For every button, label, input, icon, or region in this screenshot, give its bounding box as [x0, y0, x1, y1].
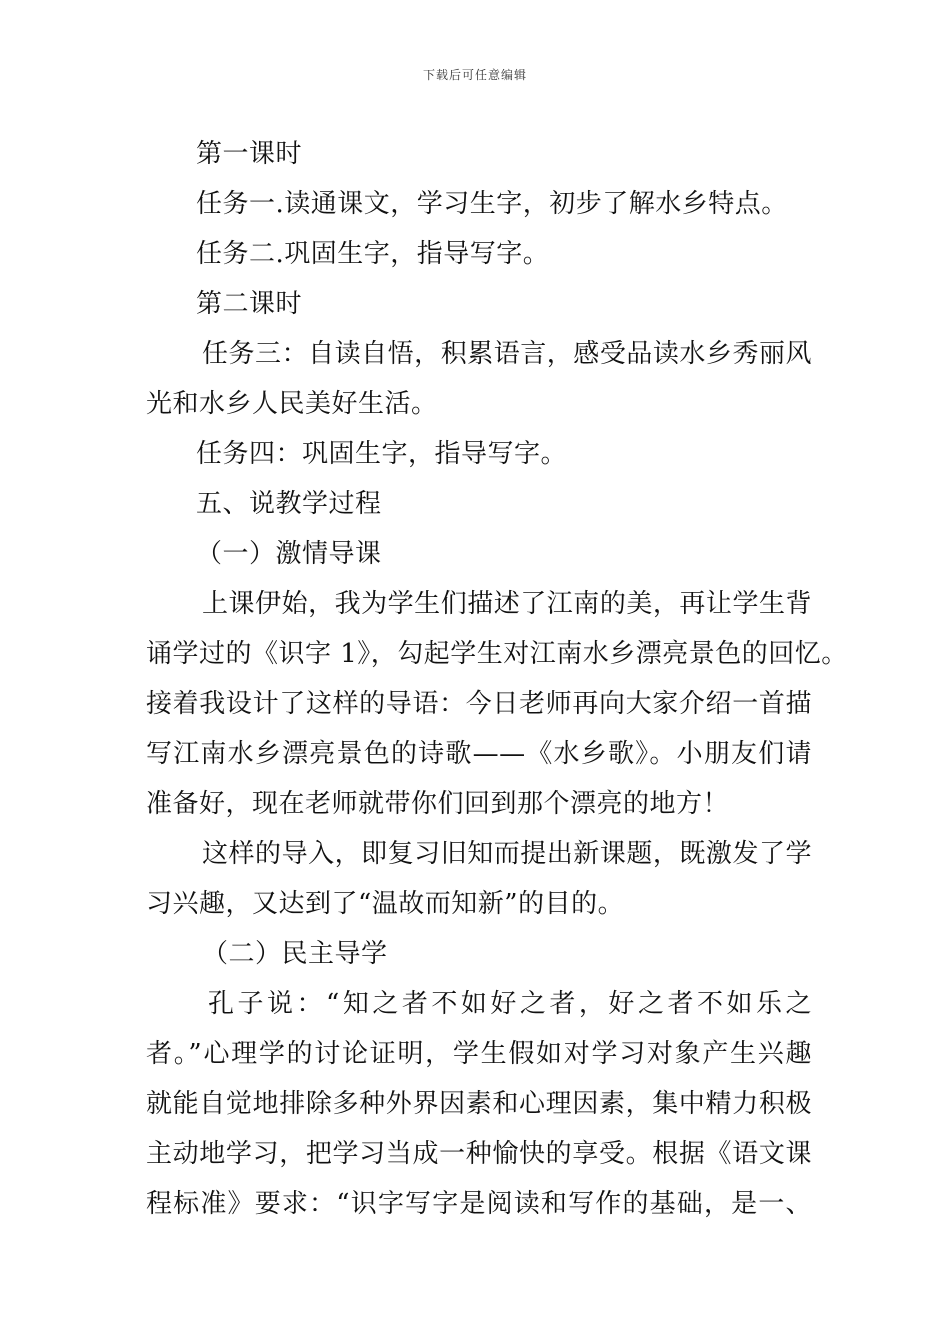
text-line: 接着我设计了这样的导语：今日老师再向大家介绍一首描 — [146, 689, 812, 719]
text-line: （二）民主导学 — [202, 939, 388, 969]
page-header: 下载后可任意编辑 — [422, 68, 527, 82]
text-line: 任务三：自读自悟，积累语言，感受品读水乡秀丽风 — [202, 339, 812, 369]
text-line: 任务四：巩固生字，指导写字。 — [196, 439, 568, 469]
text-line: 五、说教学过程 — [196, 489, 382, 519]
text-line: （一）激情导课 — [196, 539, 382, 569]
text-line: 习兴趣，又达到了“温故而知新”的目的。 — [146, 889, 625, 919]
text-line: 上课伊始，我为学生们描述了江南的美，再让学生背 — [202, 589, 812, 619]
text-line: 任务一.读通课文，学习生字，初步了解水乡特点。 — [196, 189, 788, 219]
document-body — [146, 129, 848, 1229]
text-line: 第二课时 — [196, 289, 303, 319]
text-line: 就能自觉地排除多种外界因素和心理因素，集中精力积极 — [146, 1089, 812, 1119]
text-line: 光和水乡人民美好生活。 — [146, 389, 438, 419]
text-line: 程标准》要求：“识字写字是阅读和写作的基础，是一、 — [146, 1189, 812, 1219]
text-line: 第一课时 — [196, 139, 303, 169]
text-line: 主动地学习，把学习当成一种愉快的享受。根据《语文课 — [146, 1139, 812, 1169]
text-line: 准备好，现在老师就带你们回到那个漂亮的地方！ — [146, 789, 730, 819]
text-line: 写江南水乡漂亮景色的诗歌——《水乡歌》。小朋友们请 — [146, 739, 812, 769]
text-line: 孔子说：“知之者不如好之者，好之者不如乐之 — [208, 989, 812, 1019]
text-line: 诵学过的《识字 1》，勾起学生对江南水乡漂亮景色的回忆。 — [146, 639, 848, 669]
text-line: 者。”心理学的讨论证明，学生假如对学习对象产生兴趣 — [146, 1039, 812, 1069]
text-line: 任务二.巩固生字，指导写字。 — [196, 239, 550, 269]
text-line: 这样的导入，即复习旧知而提出新课题，既激发了学 — [202, 839, 812, 869]
